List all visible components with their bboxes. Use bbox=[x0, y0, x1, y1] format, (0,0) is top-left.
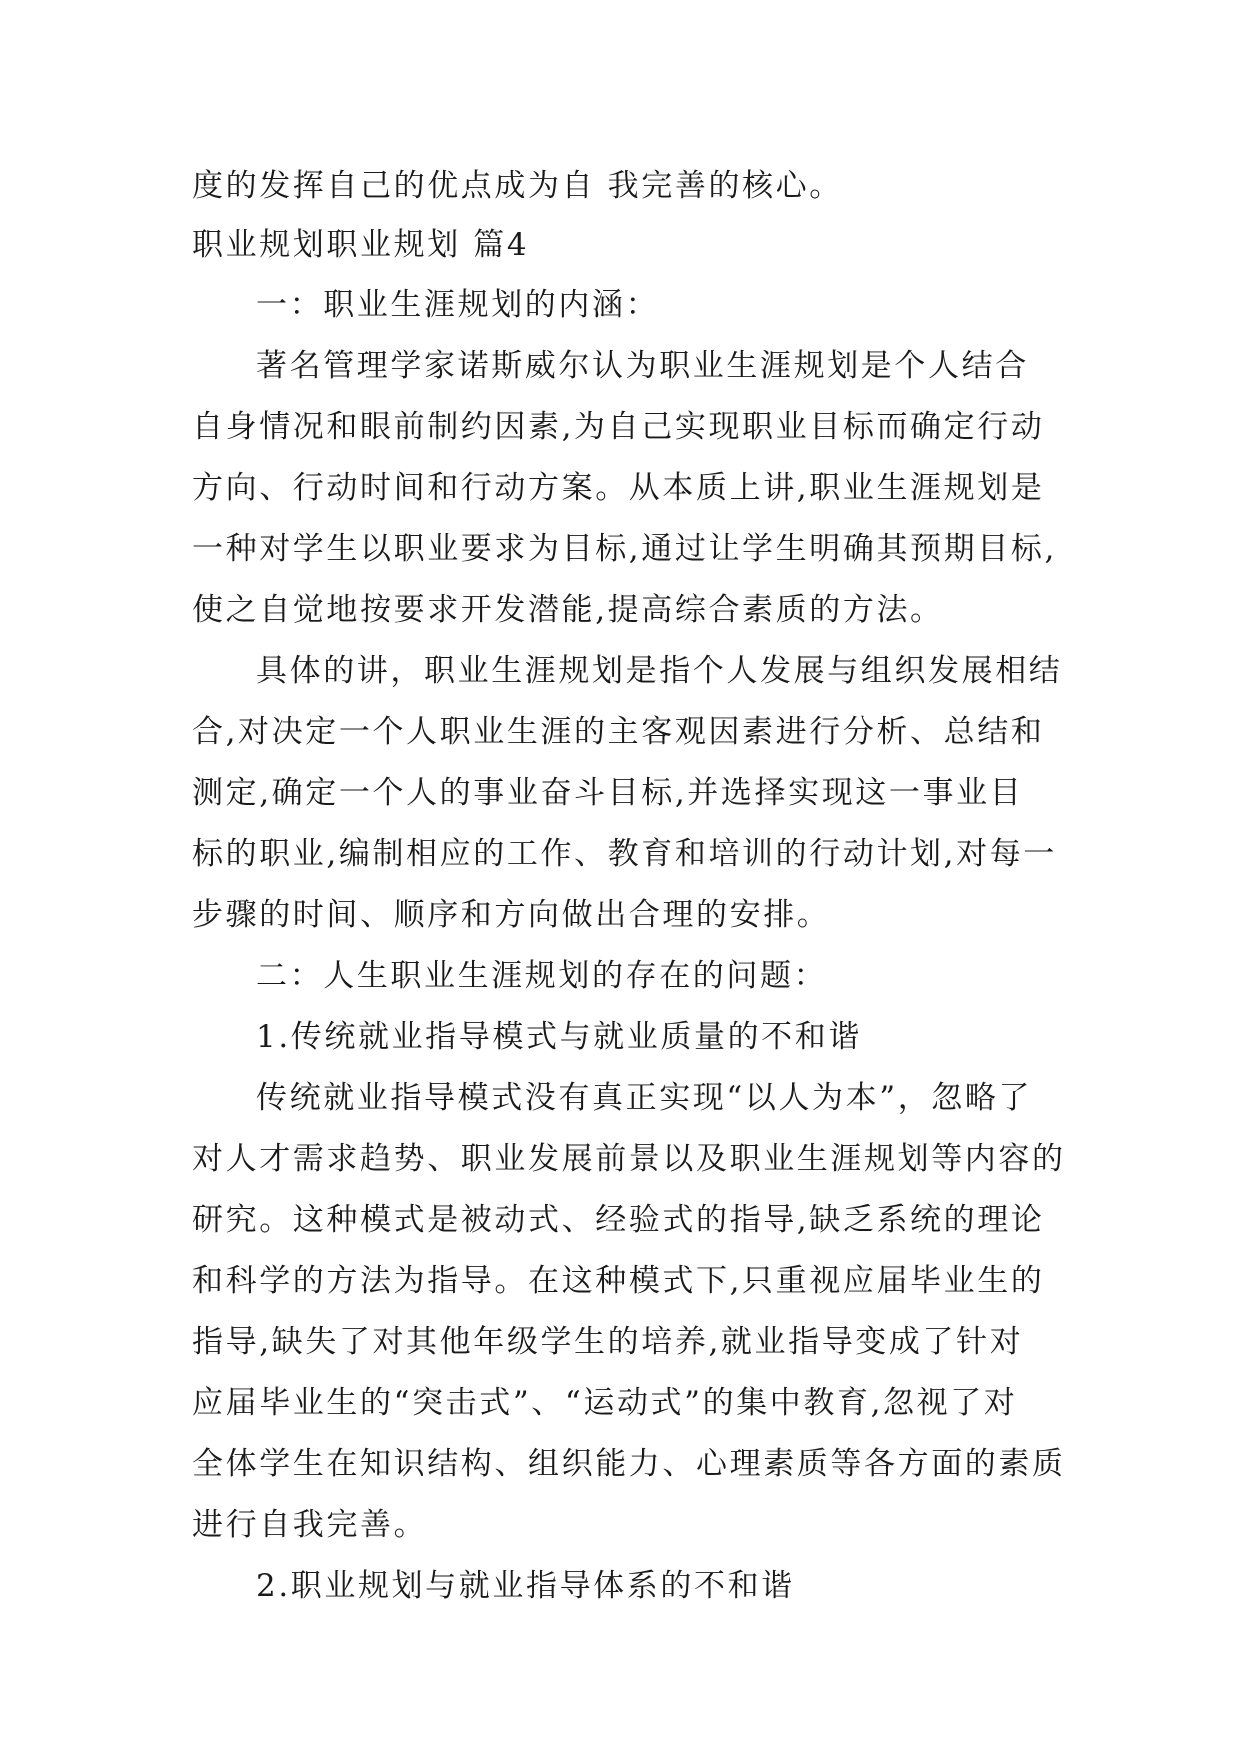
paragraph-line: 应届毕业生的“突击式”、“运动式”的集中教育,忽视了对 bbox=[192, 1385, 1018, 1421]
paragraph-line: 自身情况和眼前制约因素,为自己实现职业目标而确定行动 bbox=[192, 409, 1045, 445]
subsection-heading: 一：职业生涯规划的内涵： bbox=[256, 287, 660, 323]
subsection-heading: 二：人生职业生涯规划的存在的问题： bbox=[256, 958, 828, 994]
paragraph-line: 步骤的时间、顺序和方向做出合理的安排。 bbox=[192, 897, 831, 933]
paragraph-line: 研究。这种模式是被动式、经验式的指导,缺乏系统的理论 bbox=[192, 1202, 1045, 1238]
paragraph-line: 一种对学生以职业要求为目标,通过让学生明确其预期目标, bbox=[192, 531, 1057, 567]
paragraph-line: 全体学生在知识结构、组织能力、心理素质等各方面的素质 bbox=[192, 1446, 1066, 1482]
paragraph-line: 进行自我完善。 bbox=[192, 1507, 428, 1543]
paragraph-line: 指导,缺失了对其他年级学生的培养,就业指导变成了针对 bbox=[192, 1324, 1024, 1360]
section-heading: 职业规划职业规划 篇4 bbox=[192, 227, 530, 263]
paragraph-line: 传统就业指导模式没有真正实现“以人为本”，忽略了 bbox=[256, 1080, 1033, 1116]
paragraph-line: 使之自觉地按要求开发潜能,提高综合素质的方法。 bbox=[192, 592, 944, 628]
paragraph-line: 合,对决定一个人职业生涯的主客观因素进行分析、总结和 bbox=[192, 714, 1045, 750]
paragraph-line: 具体的讲，职业生涯规划是指个人发展与组织发展相结 bbox=[256, 653, 1063, 689]
paragraph-line: 方向、行动时间和行动方案。从本质上讲,职业生涯规划是 bbox=[192, 470, 1045, 506]
paragraph-line: 著名管理学家诺斯威尔认为职业生涯规划是个人结合 bbox=[256, 348, 1029, 384]
paragraph-line: 测定,确定一个人的事业奋斗目标,并选择实现这一事业目 bbox=[192, 775, 1024, 811]
paragraph-line: 对人才需求趋势、职业发展前景以及职业生涯规划等内容的 bbox=[192, 1141, 1066, 1177]
list-item-heading: 1.传统就业指导模式与就业质量的不和谐 bbox=[256, 1019, 862, 1055]
paragraph-line: 标的职业,编制相应的工作、教育和培训的行动计划,对每一 bbox=[192, 836, 1057, 872]
paragraph-line: 和科学的方法为指导。在这种模式下,只重视应届毕业生的 bbox=[192, 1263, 1045, 1299]
list-item-heading: 2.职业规划与就业指导体系的不和谐 bbox=[256, 1568, 795, 1604]
paragraph-line: 度的发挥自己的优点成为自 我完善的核心。 bbox=[192, 168, 843, 204]
